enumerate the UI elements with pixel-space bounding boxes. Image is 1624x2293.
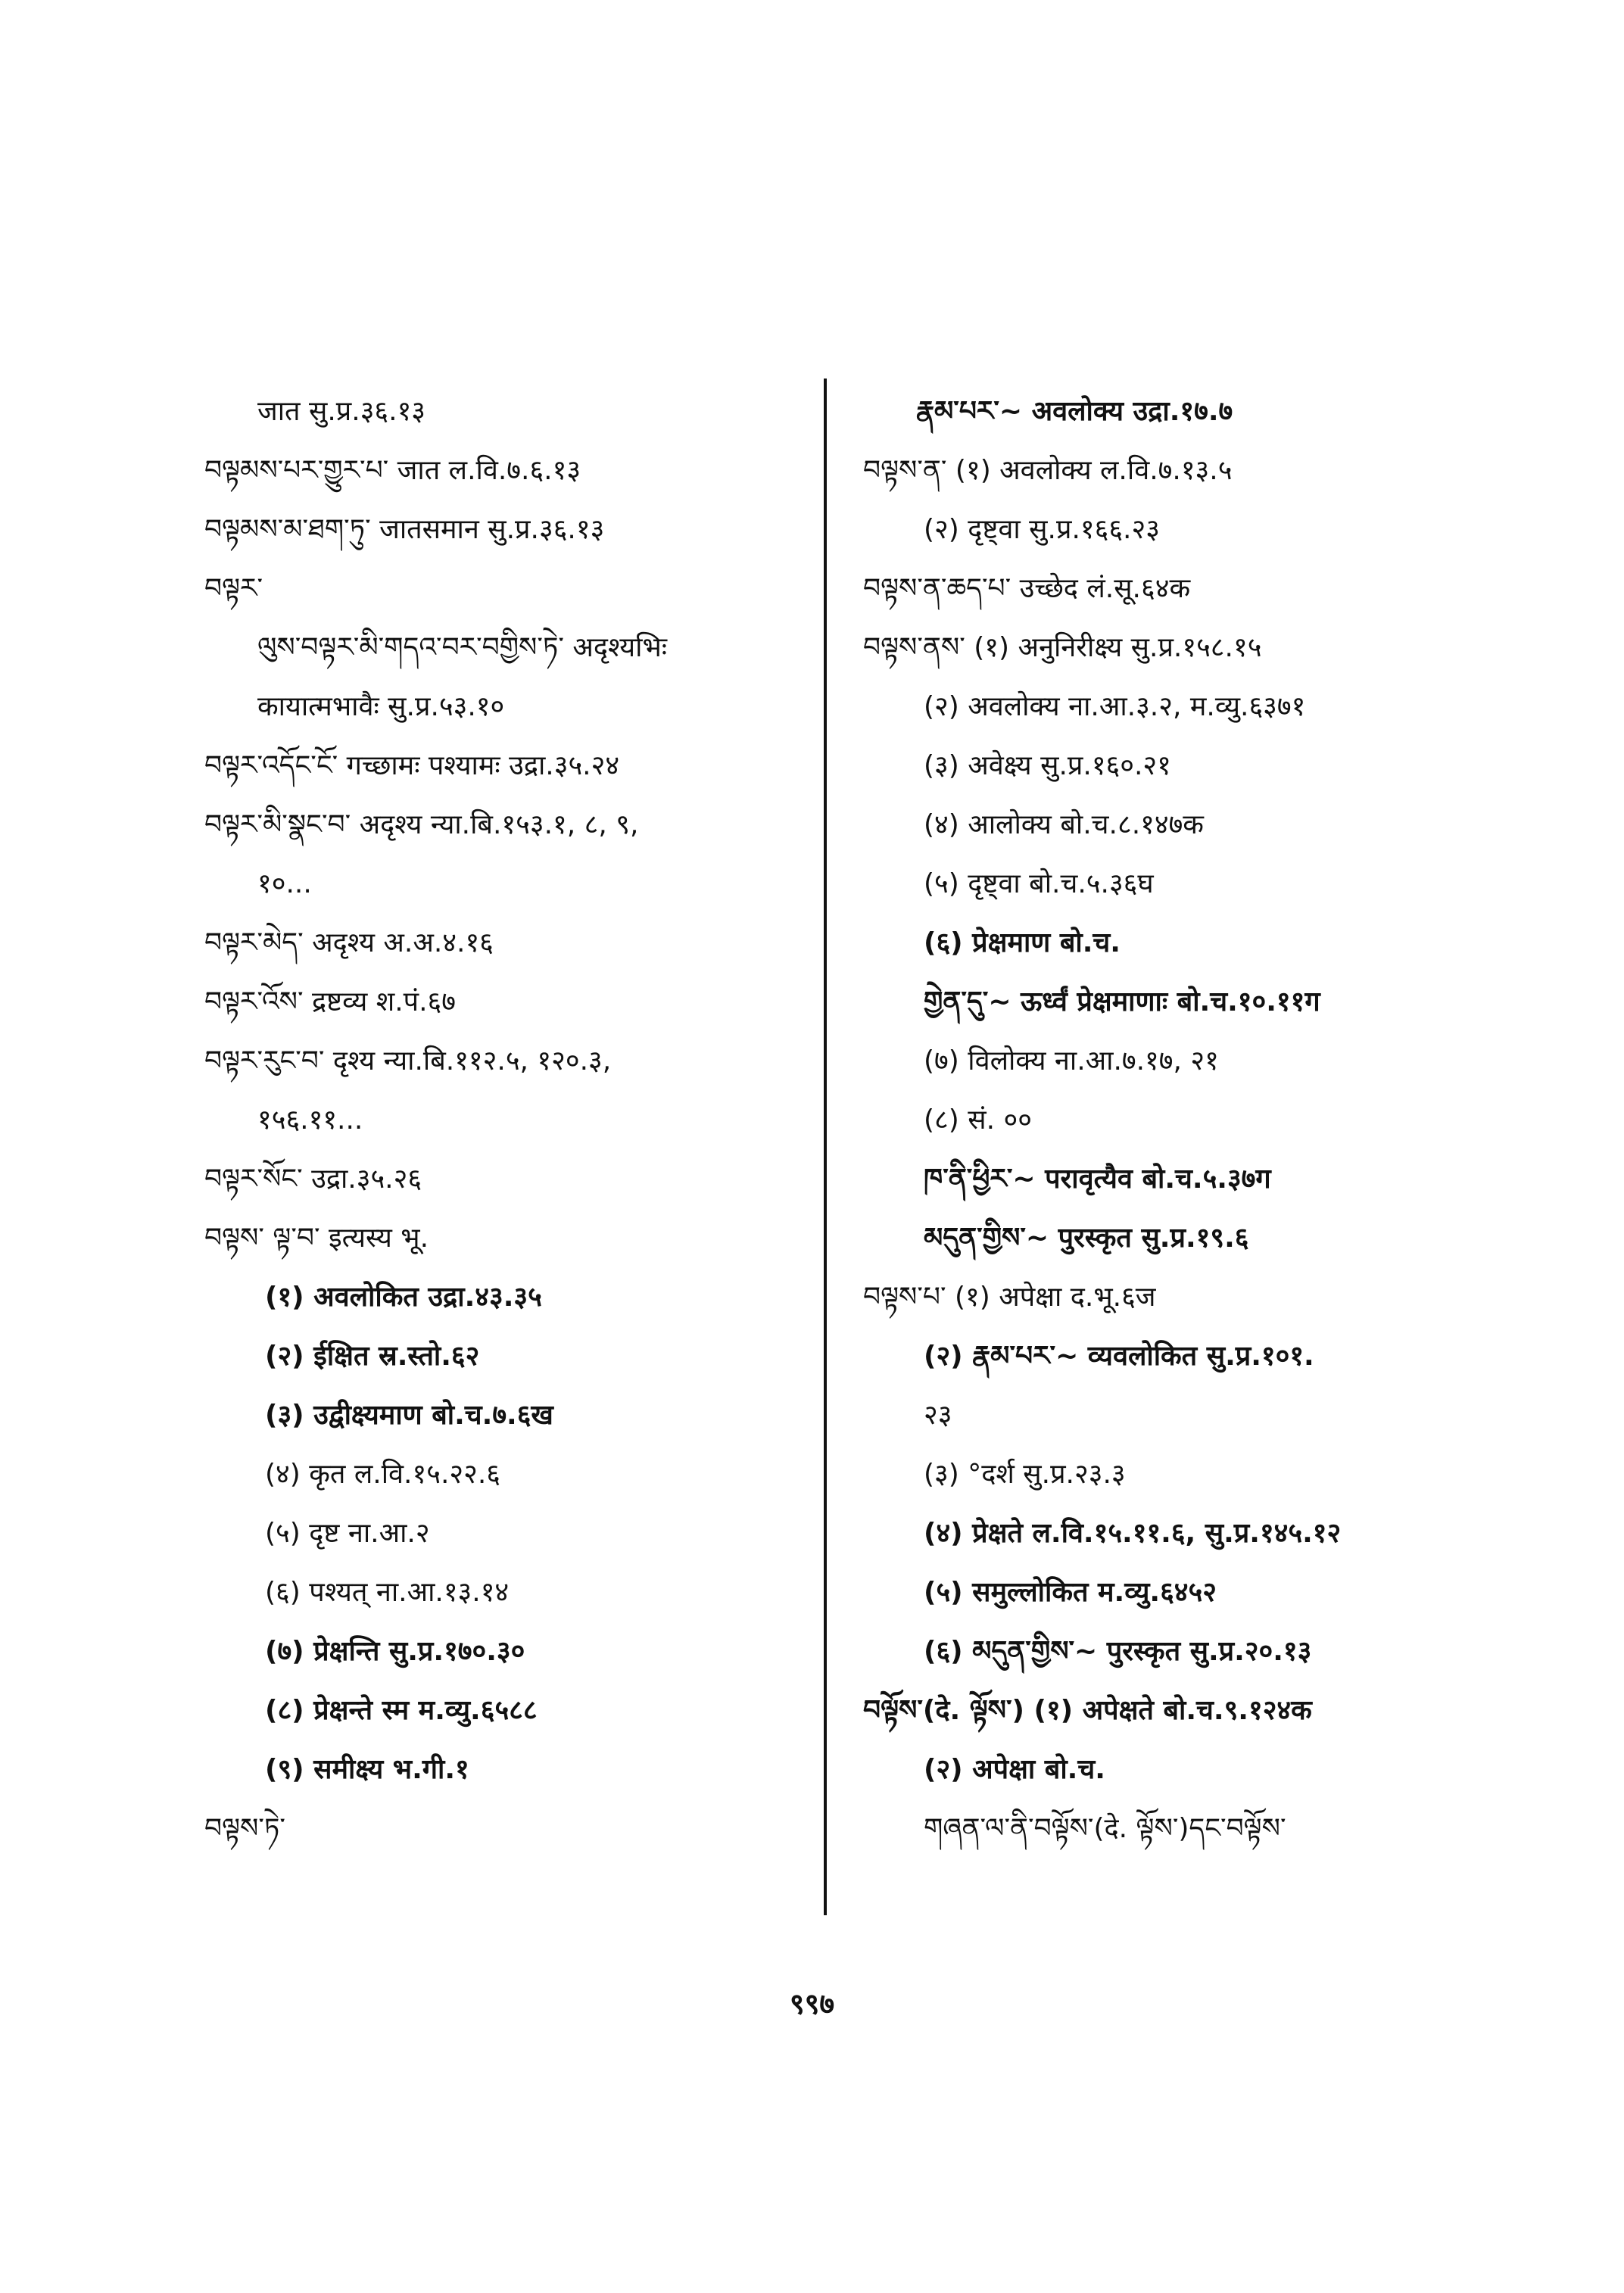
sense-line: (८) प्रेक्षन्ते स्म म.व्यु.६५८८: [265, 1695, 538, 1726]
sense-line: (३) उद्वीक्ष्यमाण बो.च.७.६ख: [265, 1400, 553, 1431]
sense-line: (२) ईक्षित स्र.स्तो.६२: [265, 1341, 480, 1372]
sense-line: (२) རྣམ་པར་~ व्यवलोकित सु.प्र.१०१.: [924, 1341, 1314, 1372]
sense-line: ཁ་ནི་ཕྱིར་~ परावृत्यैव बो.च.५.३७ग: [924, 1164, 1271, 1195]
entry-line: १०...: [257, 868, 312, 899]
entry-line: བལྟར་: [204, 573, 263, 604]
entry-line: བལྟམས་མ་ཐག་ཏུ་ जातसमान सु.प्र.३६.१३: [204, 514, 605, 545]
entry-line: ལུས་བལྟར་མི་གདའ་བར་བགྱིས་ཏེ་ अदृश्यभिः: [257, 632, 668, 663]
entry-line: རྣམ་པར་~ अवलोक्य उद्रा.१७.७: [916, 396, 1233, 427]
sense-line: (५) दृष्ट्वा बो.च.५.३६घ: [924, 868, 1154, 899]
sense-line: (९) समीक्ष्य भ.गी.१: [265, 1754, 469, 1785]
entry-line: བལྟར་རུང་བ་ दृश्य न्या.बि.११२.५, १२०.३,: [204, 1045, 612, 1076]
entry-line: བལྟས་ན་ཆད་པ་ उच्छेद लं.सू.६४क: [863, 573, 1191, 604]
sense-line: (४) प्रेक्षते ल.वि.१५.११.६, सु.प्र.१४५.१२: [924, 1518, 1342, 1549]
entry-line: जात सु.प्र.३६.१३: [257, 396, 426, 427]
sense-line: (६) མདུན་གྱིས་~ पुरस्कृत सु.प्र.२०.१३: [924, 1636, 1312, 1667]
entry-line: བལྟས་ ལྟ་བ་ इत्यस्य भू.: [204, 1223, 429, 1254]
sense-line: (७) प्रेक्षन्ति सु.प्र.१७०.३०: [265, 1636, 525, 1667]
left-column: [204, 382, 818, 1858]
entry-line: བལྟར་སོང་ उद्रा.३५.२६: [204, 1164, 422, 1195]
entry-line: བལྟམས་པར་གྱུར་པ་ जात ल.वि.७.६.१३: [204, 455, 581, 486]
entry-line: གཞན་ལ་ནི་བལྟོས་(दे. ལྟོས་)དང་བལྟོས་: [924, 1813, 1286, 1844]
sense-line: (३) अवेक्ष्य सु.प्र.१६०.२१: [924, 750, 1171, 781]
sense-line: (४) आलोक्य बो.च.८.१४७क: [924, 809, 1204, 840]
sense-line: (४) कृत ल.वि.१५.२२.६: [265, 1459, 500, 1490]
entry-line: བལྟར་འོས་ द्रष्टव्य श.पं.६७: [204, 986, 456, 1017]
sense-line: (६) प्रेक्षमाण बो.च.: [924, 927, 1121, 958]
sense-line: (१) अवलोकित उद्रा.४३.३५: [265, 1282, 542, 1313]
entry-line: བལྟས་ན་ (१) अवलोक्य ल.वि.७.१३.५: [863, 455, 1233, 486]
sense-line: (७) विलोक्य ना.आ.७.१७, २१: [924, 1045, 1219, 1076]
entry-line: བལྟོས་(दे. ལྟོས་) (१) अपेक्षते बो.च.९.१२४क: [863, 1695, 1312, 1726]
sense-line: (५) दृष्ट ना.आ.२: [265, 1518, 430, 1549]
right-column: [863, 382, 1476, 1858]
sense-line: (२) अपेक्षा बो.च.: [924, 1754, 1105, 1785]
sense-line: (३) °दर्श सु.प्र.२३.३: [924, 1459, 1126, 1490]
entry-line: १५६.११...: [257, 1104, 363, 1136]
sense-line: २३: [924, 1400, 952, 1431]
sense-line: (८) सं. ००: [924, 1104, 1032, 1136]
sense-line: (६) पश्यत् ना.आ.१३.१४: [265, 1577, 510, 1608]
sense-line: (५) समुल्लोकित म.व्यु.६४५२: [924, 1577, 1217, 1608]
page-number: ९९७: [789, 1987, 835, 2020]
entry-line: བལྟས་ཏེ་: [204, 1813, 285, 1844]
entry-line: कायात्मभावैः सु.प्र.५३.१०: [257, 691, 505, 722]
entry-line: བལྟར་མེད་ अदृश्य अ.अ.४.१६: [204, 927, 494, 958]
entry-line: བལྟར་མི་སྣང་བ་ अदृश्य न्या.बि.१५३.१, ८, ९,: [204, 809, 639, 840]
sense-line: (२) दृष्ट्वा सु.प्र.१६६.२३: [924, 514, 1160, 545]
entry-line: བལྟས་ནས་ (१) अनुनिरीक्ष्य सु.प्र.१५८.१५: [863, 632, 1262, 663]
entry-line: བལྟས་པ་ (१) अपेक्षा द.भू.६ज: [863, 1282, 1156, 1313]
column-divider: [824, 379, 827, 1915]
entry-line: བལྟར་འདོང་ངོ་ गच्छामः पश्यामः उद्रा.३५.२४: [204, 750, 620, 781]
sense-line: མདུན་གྱིས་~ पुरस्कृत सु.प्र.१९.६: [924, 1223, 1249, 1254]
sense-line: (२) अवलोक्य ना.आ.३.२, म.व्यु.६३७१: [924, 691, 1306, 722]
sense-line: གྱེན་དུ་~ ऊर्ध्वं प्रेक्षमाणाः बो.च.१०.११ग: [924, 986, 1320, 1017]
